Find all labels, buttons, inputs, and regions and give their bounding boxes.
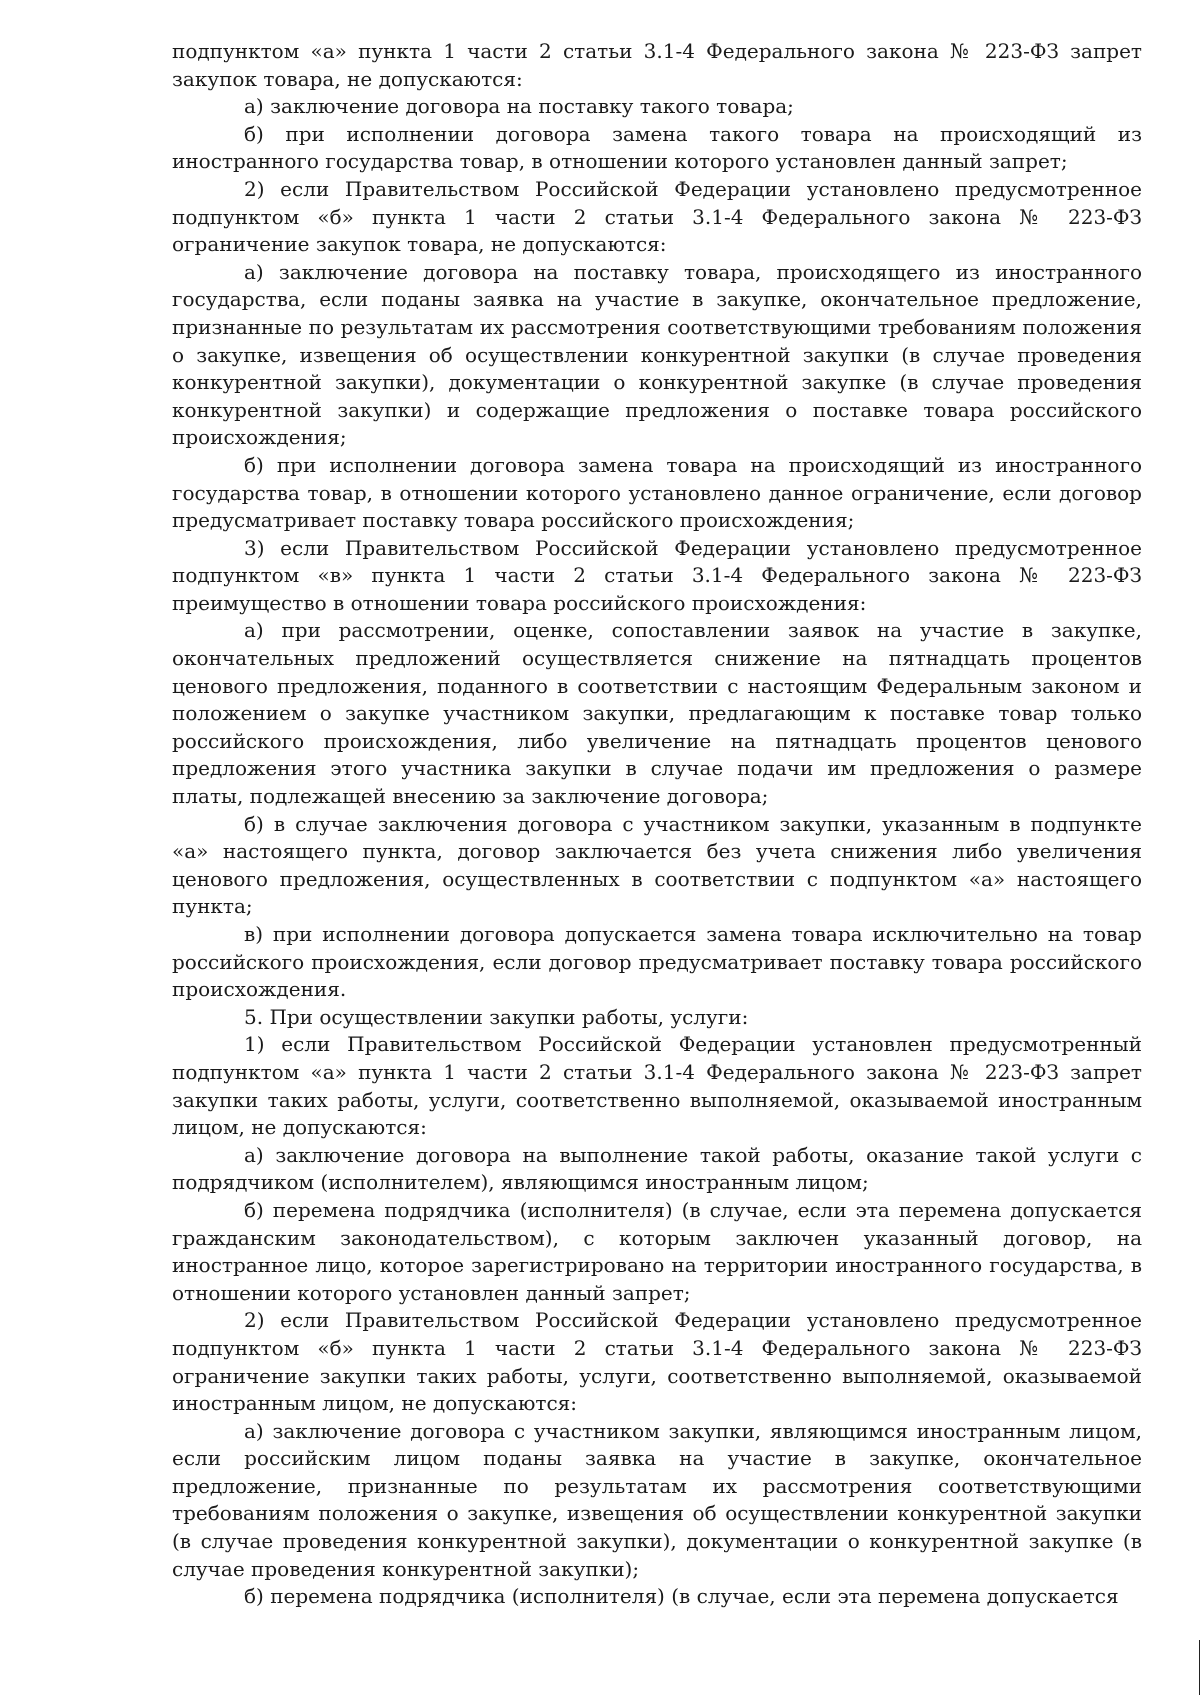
paragraph: 2) если Правительством Российской Федерации установлено предусмотренное подпунктом «б» пункта 1 части 2 статьи 3.1-4 Федерального закона № 223-ФЗ ограничение закупки таких работы, услуги, соответственно выполняемой, оказываемой иностранным лицом, не допускаются: [172,1308,1142,1416]
paragraph: а) заключение договора с участником закупки, являющимся иностранным лицом, если российским лицом поданы заявка на участие в закупке, окончательное предложение, признанные по результатам их рассмотрения соответствующими требованиям положения о закупке, извещения об осуществлении конкурентной закупки (в случае проведения конкурентной закупки), документации о конкурентной закупке (в случае проведения конкурентной закупки); [172,1418,1142,1581]
paragraph: подпунктом «а» пункта 1 части 2 статьи 3.1-4 Федерального закона № 223-ФЗ запрет закупок товара, не допускаются: [172,39,1142,91]
document-body [172,38,1142,1611]
paragraph: в) при исполнении договора допускается замена товара исключительно на товар российского происхождения, если договор предусматривает поставку товара российского происхождения. [172,922,1142,1002]
paragraph: а) при рассмотрении, оценке, сопоставлении заявок на участие в закупке, окончательных предложений осуществляется снижение на пятнадцать процентов ценового предложения, поданного в соответствии с настоящим Федеральным законом и положением о закупке участником закупки, предлагающим к поставке товар только российского происхождения, либо увеличение на пятнадцать процентов ценового предложения этого участника закупки в случае подачи им предложения о размере платы, подлежащей внесению за заключение договора; [172,618,1142,809]
section-heading: 5. При осуществлении закупки работы, услуги: [244,1004,749,1029]
paragraph: 3) если Правительством Российской Федерации установлено предусмотренное подпунктом «в» пункта 1 части 2 статьи 3.1-4 Федерального закона № 223-ФЗ преимущество в отношении товара российского происхождения: [172,535,1142,615]
paragraph: 1) если Правительством Российской Федерации установлен предусмотренный подпунктом «а» пункта 1 части 2 статьи 3.1-4 Федерального закона № 223-ФЗ запрет закупки таких работы, услуги, соответственно выполняемой, оказываемой иностранным лицом, не допускаются: [172,1032,1142,1140]
paragraph: б) перемена подрядчика (исполнителя) (в случае, если эта перемена допускается [244,1584,1119,1609]
paragraph: а) заключение договора на поставку товара, происходящего из иностранного государства, если поданы заявка на участие в закупке, окончательное предложение, признанные по результатам их рассмотрения соответствующими требованиям положения о закупке, извещения об осуществлении конкурентной закупки (в случае проведения конкурентной закупки), документации о конкурентной закупке (в случае проведения конкурентной закупки) и содержащие предложения о поставке товара российского происхождения; [172,259,1142,450]
paragraph: а) заключение договора на поставку такого товара; [244,94,794,119]
paragraph: б) перемена подрядчика (исполнителя) (в случае, если эта перемена допускается гражданским законодательством), с которым заключен указанный договор, на иностранное лицо, которое зарегистрировано на территории иностранного государства, в отношении которого установлен данный запрет; [172,1197,1142,1305]
paragraph: б) в случае заключения договора с участником закупки, указанным в подпункте «а» настоящего пункта, договор заключается без учета снижения либо увеличения ценового предложения, осуществленных в соответствии с подпунктом «а» настоящего пункта; [172,811,1142,919]
paragraph: б) при исполнении договора замена такого товара на происходящий из иностранного государства товар, в отношении которого установлен данный запрет; [172,121,1142,174]
paragraph: а) заключение договора на выполнение такой работы, оказание такой услуги с подрядчиком (исполнителем), являющимся иностранным лицом; [172,1142,1142,1195]
paragraph: 2) если Правительством Российской Федерации установлено предусмотренное подпунктом «б» пункта 1 части 2 статьи 3.1-4 Федерального закона № 223-ФЗ ограничение закупок товара, не допускаются: [172,176,1142,257]
paragraph: б) при исполнении договора замена товара на происходящий из иностранного государства товар, в отношении которого установлено данное ограничение, если договор предусматривает поставку товара российского происхождения; [172,452,1142,533]
